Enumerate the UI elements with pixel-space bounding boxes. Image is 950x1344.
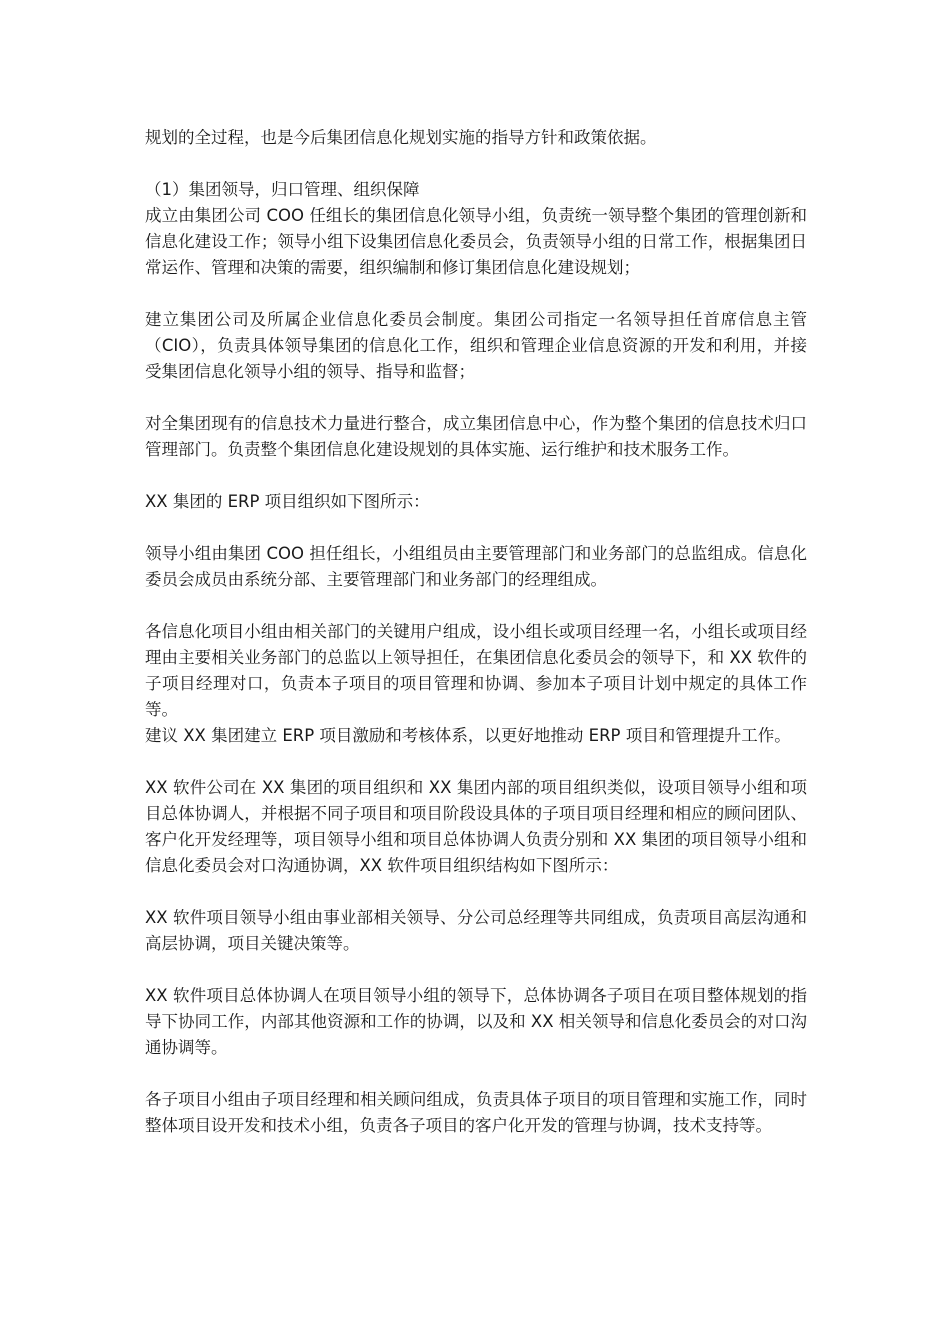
paragraph-vendor-leadership: XX 软件项目领导小组由事业部相关领导、分公司总经理等共同组成，负责项目高层沟通和高层协调，项目关键决策等。 bbox=[145, 908, 807, 953]
paragraph-gap bbox=[145, 593, 807, 619]
paragraph-cio: 建立集团公司及所属企业信息化委员会制度。集团公司指定一名领导担任首席信息主管（CIO），负责具体领导集团的信息化工作，组织和管理企业信息资源的开发和利用，并接受集团信息化领导小组的领导、指导和监督； bbox=[145, 310, 807, 381]
paragraph-subprojects: 各子项目小组由子项目经理和相关顾问组成，负责具体子项目的项目管理和实施工作，同时整体项目设开发和技术小组，负责各子项目的客户化开发的管理与协调，技术支持等。 bbox=[145, 1090, 807, 1135]
paragraph-gap bbox=[145, 281, 807, 307]
paragraph-group-members: 领导小组由集团 COO 担任组长，小组组员由主要管理部门和业务部门的总监组成。信息化委员会成员由系统分部、主要管理部门和业务部门的经理组成。 bbox=[145, 544, 807, 589]
paragraph-gap bbox=[145, 1061, 807, 1087]
paragraph-project-teams: 各信息化项目小组由相关部门的关键用户组成，设小组长或项目经理一名，小组长或项目经理由主要相关业务部门的总监以上领导担任，在集团信息化委员会的领导下，和 XX 软件的子项目经理对口，负责本子项目的项目管理和协调、参加本子项目计划中规定的具体工作等。 bbox=[145, 622, 807, 719]
paragraph-gap bbox=[145, 515, 807, 541]
paragraph-gap bbox=[145, 463, 807, 489]
paragraph-leadership-group: 成立由集团公司 COO 任组长的集团信息化领导小组，负责统一领导整个集团的管理创新和信息化建设工作；领导小组下设集团信息化委员会，负责领导小组的日常工作，根据集团日常运作、管理和决策的需要，组织编制和修订集团信息化建设规划； bbox=[145, 206, 807, 277]
paragraph-coordinator: XX 软件项目总体协调人在项目领导小组的领导下，总体协调各子项目在项目整体规划的指导下协同工作，内部其他资源和工作的协调，以及和 XX 相关领导和信息化委员会的对口沟通协调等。 bbox=[145, 986, 807, 1057]
paragraph-gap bbox=[145, 151, 807, 177]
section-heading: （1）集团领导，归口管理、组织保障 bbox=[145, 180, 420, 199]
paragraph-gap bbox=[145, 879, 807, 905]
paragraph-gap bbox=[145, 957, 807, 983]
paragraph-info-center: 对全集团现有的信息技术力量进行整合，成立集团信息中心，作为整个集团的信息技术归口管理部门。负责整个集团信息化建设规划的具体实施、运行维护和技术服务工作。 bbox=[145, 414, 807, 459]
document-body bbox=[145, 125, 807, 1139]
paragraph-gap bbox=[145, 385, 807, 411]
paragraph-erp-org: XX 集团的 ERP 项目组织如下图所示： bbox=[145, 492, 430, 511]
paragraph-gap bbox=[145, 749, 807, 775]
paragraph-vendor-org: XX 软件公司在 XX 集团的项目组织和 XX 集团内部的项目组织类似，设项目领导小组和项目总体协调人，并根据不同子项目和项目阶段设具体的子项目项目经理和相应的顾问团队、客户化开发经理等，项目领导小组和项目总体协调人负责分别和 XX 集团的项目领导小组和信息化委员会对口沟通协调，XX 软件项目组织结构如下图所示： bbox=[145, 778, 807, 875]
paragraph-incentive: 建议 XX 集团建立 ERP 项目激励和考核体系，以更好地推动 ERP 项目和管理提升工作。 bbox=[145, 726, 791, 745]
paragraph-intro: 规划的全过程，也是今后集团信息化规划实施的指导方针和政策依据。 bbox=[145, 128, 657, 147]
